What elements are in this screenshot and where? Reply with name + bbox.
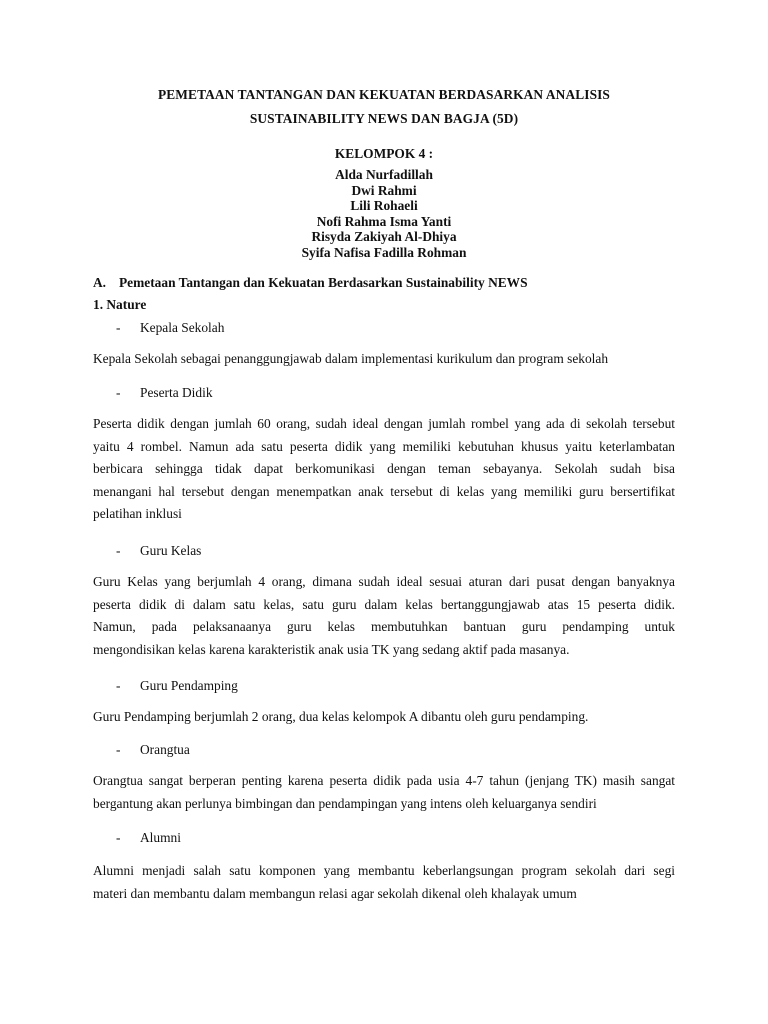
bullet-label: Orangtua [140,742,190,757]
bullet-dash: - [116,385,121,400]
paragraph-alumni [93,860,675,905]
paragraph-guru-kelas [93,571,675,661]
bullet-label: Peserta Didik [140,385,213,400]
document-title-line-2: SUSTAINABILITY NEWS DAN BAGJA (5D) [249,111,519,126]
paragraph-line: mengondisikan kelas karena karakteristik anak usia TK yang sedang aktif pada masanya. [93,641,570,657]
paragraph-line: berbicara sehingga tidak dapat berkomunikasi dengan teman sebayanya. Sekolah sudah bisa [93,461,675,477]
subsection-nature-heading: 1. Nature [93,297,147,312]
paragraph-line: Alumni menjadi salah satu komponen yang membantu keberlangsungan program sekolah dari segi [93,863,675,878]
bullet-item-alumni [116,830,181,846]
paragraph-line: Namun, pada pelaksanaanya guru kelas membutuhkan bantuan guru pendamping untuk [93,619,675,635]
section-a-marker: A. [93,275,107,290]
paragraph-line: pelatihan inklusi [93,506,182,522]
paragraph-peserta-didik [93,413,675,526]
bullet-label: Kepala Sekolah [140,320,225,335]
bullet-dash: - [116,543,121,558]
section-a-title: Pemetaan Tantangan dan Kekuatan Berdasarkan Sustainability NEWS [119,275,528,290]
paragraph-line: peserta didik di dalam satu kelas, satu guru dalam kelas bertanggungjawab atas 15 peserta didik. [93,596,675,612]
bullet-item-guru-kelas [116,543,201,559]
group-label: KELOMPOK 4 : [334,146,434,161]
paragraph-kepala-sekolah [93,348,675,371]
member-name: Risyda Zakiyah Al-Dhiya [311,229,457,244]
bullet-dash: - [116,678,121,693]
bullet-item-peserta-didik [116,385,213,401]
paragraph-line: Kepala Sekolah sebagai penanggungjawab dalam implementasi kurikulum dan program sekolah [93,351,609,366]
member-name: Dwi Rahmi [351,182,417,198]
paragraph-line: bergantung akan perlunya bimbingan dan pendampingan yang intens oleh keluarganya sendiri [93,795,597,811]
bullet-label: Guru Pendamping [140,678,238,693]
paragraph-line: Guru Pendamping berjumlah 2 orang, dua kelas kelompok A dibantu oleh guru pendamping. [93,709,589,724]
paragraph-line: Peserta didik dengan jumlah 60 orang, sudah ideal dengan jumlah rombel yang ada di sekolah tersebut [93,416,675,431]
bullet-item-orangtua [116,742,190,758]
member-name: Lili Rohaeli [350,198,418,213]
bullet-label: Guru Kelas [140,543,202,558]
bullet-label: Alumni [140,830,181,845]
member-name: Syifa Nafisa Fadilla Rohman [301,244,467,260]
member-name: Nofi Rahma Isma Yanti [316,213,452,229]
bullet-dash: - [116,742,121,757]
paragraph-line: menangani hal tersebut dengan menempatkan anak tersebut di kelas yang memiliki guru bersertifikat [93,483,675,499]
paragraph-line: materi dan membantu dalam membangun relasi agar sekolah dikenal oleh khalayak umum [93,885,577,901]
paragraph-line: Orangtua sangat berperan penting karena peserta didik pada usia 4-7 tahun (jenjang TK) masih sangat [93,773,675,788]
paragraph-guru-pendamping [93,706,675,729]
bullet-dash: - [116,830,121,845]
section-a-heading [93,275,528,291]
member-name: Alda Nurfadillah [335,167,433,182]
paragraph-line: yaitu 4 rombel. Namun ada satu peserta didik yang memiliki kebutuhan khusus yaitu keterlambatan [93,438,675,454]
document-title-line-1: PEMETAAN TANTANGAN DAN KEKUATAN BERDASARKAN ANALISIS [158,87,610,102]
bullet-dash: - [116,320,121,335]
bullet-item-kepala-sekolah [116,320,224,336]
paragraph-line: Guru Kelas yang berjumlah 4 orang, dimana sudah ideal sesuai aturan dari pusat dengan banyaknya [93,574,675,589]
bullet-item-guru-pendamping [116,678,238,694]
paragraph-orangtua [93,770,675,815]
